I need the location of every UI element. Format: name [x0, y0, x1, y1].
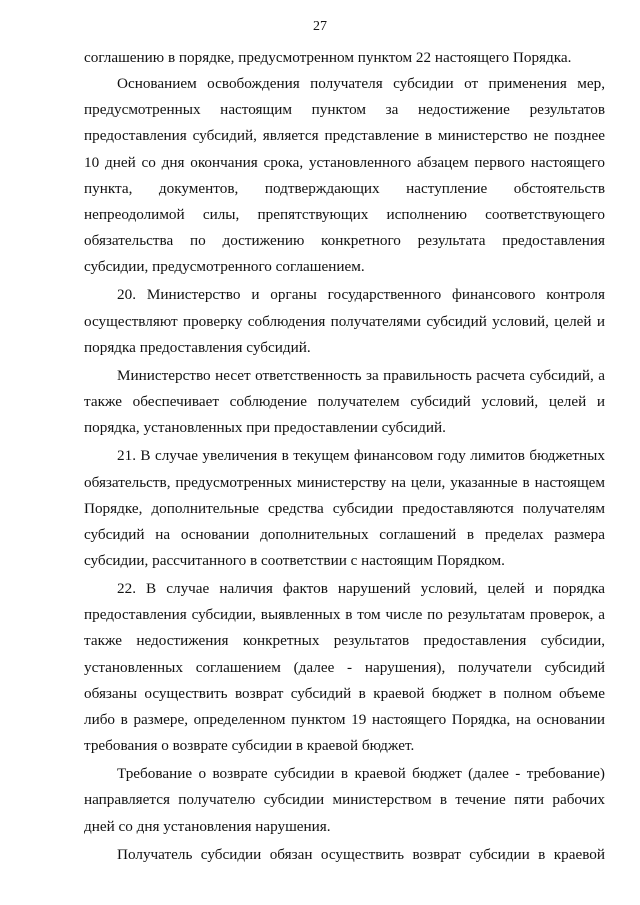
paragraph-continuation: соглашению в порядке, предусмотренном пунктом 22 настоящего Порядка. — [84, 49, 572, 66]
paragraph-item-20: 20. Министерство и органы государственного финансового контроля осуществляют проверку соблюдения получателями субсидий условий, целей и порядка предоставления субсидий. — [84, 286, 605, 356]
paragraph-return-requirement: Требование о возврате субсидии в краевой бюджет (далее - требование) направляется получателю субсидии министерством в течение пяти рабочих дней со дня установления нарушения. — [84, 765, 605, 835]
paragraph-item-22: 22. В случае наличия фактов нарушений условий, целей и порядка предоставления субсидии, выявленных в том числе по результатам проверок, а также недостижения конкретных результатов предоставления субсидии, установленных соглашением (далее - нарушения), получатели субсидий обязаны осуществить возврат субсидий в краевой бюджет в полном объеме либо в размере, определенном пунктом 19 настоящего Порядка, на основании требования о возврате субсидии в краевой бюджет. — [84, 580, 605, 755]
paragraph-item-21: 21. В случае увеличения в текущем финансовом году лимитов бюджетных обязательств, предусмотренных министерству на цели, указанные в настоящем Порядке, дополнительные средства субсидии предоставляются получателям субсидий на основании дополнительных соглашений в пределах размера субсидии, рассчитанного в соответствии с настоящим Порядком. — [84, 447, 605, 569]
paragraph-ministry-responsibility: Министерство несет ответственность за правильность расчета субсидий, а также обеспечивает соблюдение получателем субсидий условий, целей и порядка, установленных при предоставлении субсидий. — [84, 366, 605, 437]
paragraph-force-majeure: Основанием освобождения получателя субсидии от применения мер, предусмотренных настоящим пунктом за недостижение результатов предоставления субсидий, является представление в министерство не позднее 10 дней со дня окончания срока, установленного абзацем первого настоящего пункта, документов, подтверждающих наступление обстоятельств непреодолимой силы, препятствующих исполнению соответствующего обязательства по достижению конкретного результата предоставления субсидии, предусмотренного соглашением. — [84, 75, 605, 276]
document-body — [84, 45, 605, 868]
page-number: 27 — [313, 19, 327, 34]
paragraph-return-obligation: Получатель субсидии обязан осуществить возврат субсидии в краевой — [117, 845, 605, 863]
